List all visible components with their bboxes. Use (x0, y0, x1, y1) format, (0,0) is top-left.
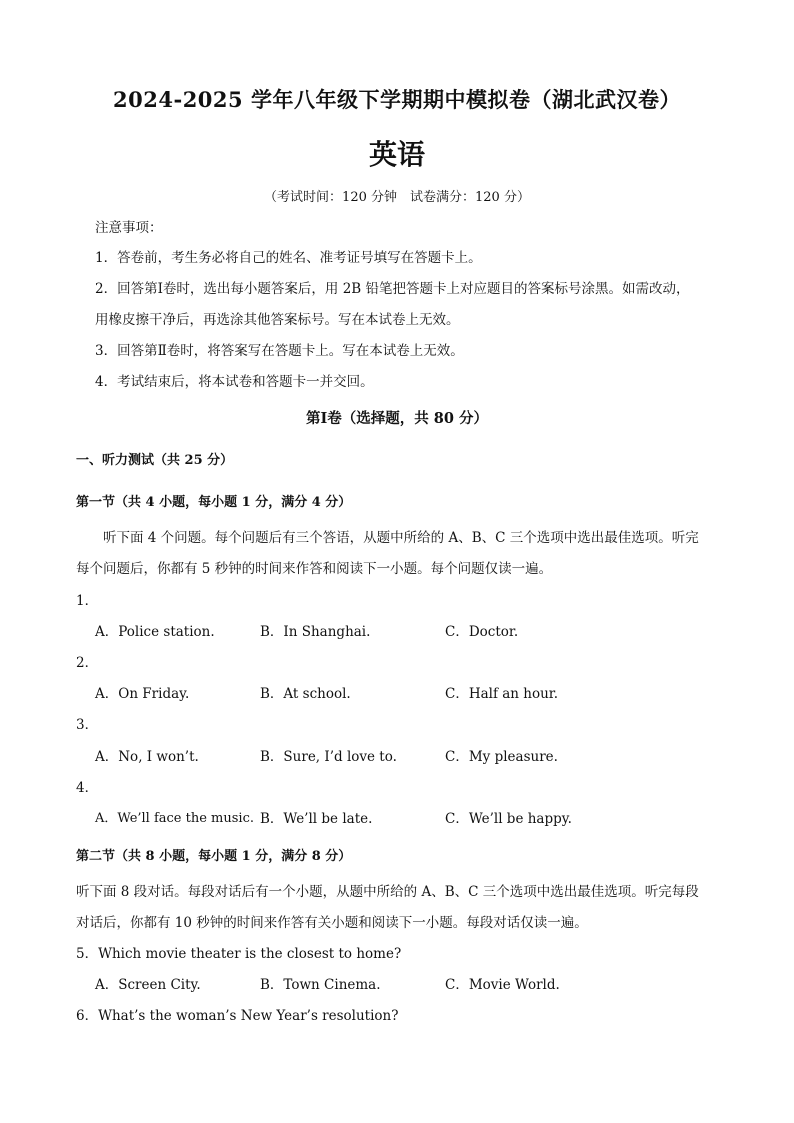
question-number: 4． (76, 780, 99, 796)
option-c: C．My pleasure. (445, 749, 558, 765)
note-item-1: 1．答卷前，考生务必将自己的姓名、准考证号填写在答题卡上。 (95, 250, 482, 266)
note-item-2-cont: 用橡皮擦干净后，再选涂其他答案标号。写在本试卷上无效。 (95, 312, 460, 328)
question-5: 5．Which movie theater is the closest to home? (76, 946, 402, 962)
note-item-3: 3．回答第Ⅱ卷时，将答案写在答题卡上。写在本试卷上无效。 (95, 343, 464, 359)
subject-title: 英语 (368, 138, 425, 171)
option-b: B．In Shanghai. (260, 624, 371, 640)
question-number: 1． (76, 593, 99, 609)
option-c: C．Half an hour. (445, 686, 559, 702)
option-a: A．On Friday. (95, 686, 190, 702)
option-b: B．Sure, I’d love to. (260, 749, 397, 765)
question-number: 3． (76, 717, 99, 733)
exam-title: 2024-2025 学年八年级下学期期中模拟卷（湖北武汉卷） (113, 87, 681, 112)
exam-info: （考试时间：120 分钟 试卷满分：120 分） (264, 190, 530, 205)
option-c: C．We’ll be happy. (445, 811, 572, 827)
option-c: C．Doctor. (445, 624, 519, 640)
part1-heading: 第Ⅰ卷（选择题，共 80 分） (305, 410, 489, 427)
option-a: A．We’ll face the music. (95, 811, 254, 826)
note-item-2: 2．回答第Ⅰ卷时，选出每小题答案后，用 2B 铅笔把答题卡上对应题目的答案标号涂黑。如需改动， (95, 281, 690, 297)
note-item-4: 4．考试结束后，将本试卷和答题卡一并交回。 (95, 374, 374, 390)
option-b: B．We’ll be late. (260, 811, 373, 827)
notes-heading: 注意事项： (95, 220, 163, 236)
option-a: A．No, I won’t. (95, 749, 199, 765)
sub2-instruction-2: 对话后，你都有 10 秒钟的时间来作答有关小题和阅读下一小题。每段对话仅读一遍。 (76, 915, 588, 931)
sub1-title: 第一节（共 4 小题，每小题 1 分，满分 4 分） (76, 495, 352, 510)
question-6: 6．What’s the woman’s New Year’s resolution? (76, 1008, 399, 1024)
option-a: A．Screen City. (95, 977, 201, 993)
option-b: B．At school. (260, 686, 351, 702)
option-c: C．Movie World. (445, 977, 560, 993)
option-b: B．Town Cinema. (260, 977, 381, 993)
question-number: 2． (76, 655, 99, 671)
option-a: A．Police station. (95, 624, 215, 640)
sub1-instruction-2: 每个问题后，你都有 5 秒钟的时间来作答和阅读下一小题。每个问题仅读一遍。 (76, 561, 553, 577)
sub2-instruction-1: 听下面 8 段对话。每段对话后有一个小题，从题中所给的 A、B、C 三个选项中选出最佳选项。听完每段 (76, 884, 699, 900)
section-title: 一、听力测试（共 25 分） (76, 453, 234, 468)
sub2-title: 第二节（共 8 小题，每小题 1 分，满分 8 分） (76, 849, 352, 864)
sub1-instruction-1: 听下面 4 个问题。每个问题后有三个答语，从题中所给的 A、B、C 三个选项中选出最佳选项。听完 (103, 530, 699, 546)
